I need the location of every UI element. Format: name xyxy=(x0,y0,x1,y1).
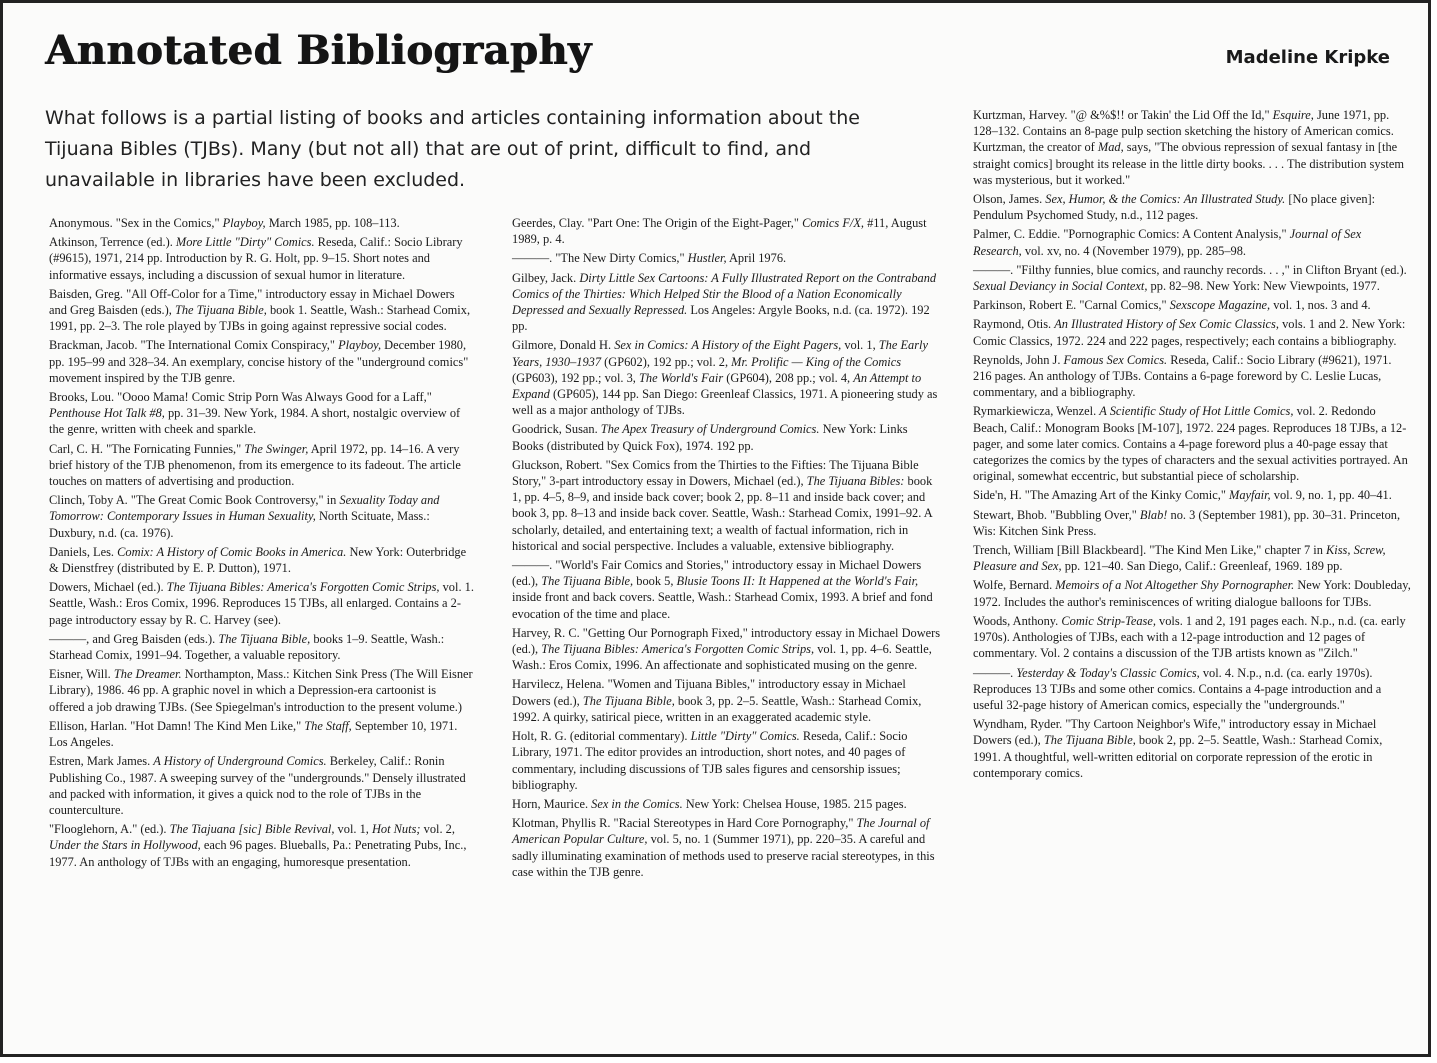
entry-title: Blusie Toons II: It Happened at the World's Fair, xyxy=(676,574,919,589)
entry-title: A History of Underground Comics. xyxy=(153,754,327,769)
entry-text: Northampton, Mass.: Kitchen Sink Press (The Will Eisner Library), 1986. 46 pp. A graphic novel in which a Depression-era cartoonist is offered a job drawing TJBs. (See Spiegelman's introduction to the present volume.) xyxy=(49,667,473,714)
entry-text: Olson, James. xyxy=(973,192,1046,207)
bibliography-entry xyxy=(973,507,1411,539)
entry-text: Reseda, Calif.: Socio Library (#9621), 1971. 216 pages. An anthology of TJBs. Contains a 6-page foreword by C. Leslie Lucas, commentary, and a bibliography. xyxy=(973,352,1392,400)
entry-text: Rymarkiewicza, Wenzel. xyxy=(973,404,1100,419)
bibliography-entry xyxy=(49,821,474,870)
bibliography-entry xyxy=(512,337,942,418)
entry-title: A Scientific Study of Hot Little Comics, xyxy=(1099,404,1294,419)
entry-text: Wolfe, Bernard. xyxy=(973,578,1056,593)
entry-title: Sexscope Magazine, xyxy=(1169,298,1271,313)
entry-text: Dowers, Michael (ed.). xyxy=(49,580,167,595)
entry-text: Horn, Maurice. xyxy=(512,796,592,811)
entry-text: Gilmore, Donald H. xyxy=(512,338,615,353)
bibliography-entry xyxy=(973,262,1411,294)
entry-text: September 10, 1971. Los Angeles. xyxy=(49,718,458,750)
entry-title: Sex in Comics: A History of the Eight Pagers, xyxy=(614,338,842,353)
entry-text: pp. 31–39. New York, 1984. A short, nostalgic overview of the genre, written with cheek and sparkle. xyxy=(49,406,461,437)
entry-text: Reseda, Calif.: Socio Library, 1971. The editor provides an introduction, short notes, and 40 pages of commentary, including discussions of TJB sales figures and censorship issues; bibliography. xyxy=(512,729,908,792)
entry-text: Stewart, Bhob. "Bubbling Over," xyxy=(973,507,1140,522)
entry-title: The Journal of American Popular Culture, xyxy=(512,816,930,847)
entry-text: vol. 1, nos. 3 and 4. xyxy=(1270,298,1371,313)
entry-text: June 1971, pp. 128–132. Contains an 8-page pulp section sketching the history of American comics. Kurtzman, the creator of xyxy=(973,108,1394,155)
entry-text: New York: Doubleday, 1972. Includes the author's reminiscences of writing dialogue balloons for TJBs. xyxy=(973,578,1411,609)
entry-title: Sex, Humor, & the Comics: An Illustrated Study. xyxy=(1045,192,1286,207)
bibliography-entry xyxy=(973,487,1411,503)
entry-title: The Apex Treasury of Underground Comics. xyxy=(600,422,820,437)
bibliography-entry xyxy=(973,107,1411,188)
entry-text: pp. 82–98. New York: New Viewpoints, 1977. xyxy=(1147,279,1380,294)
entry-text: Eisner, Will. xyxy=(49,667,114,682)
bibliography-entry xyxy=(512,625,942,674)
entry-text: ———, and Greg Baisden (eds.). xyxy=(49,631,219,646)
entry-text: ———. "World's Fair Comics and Stories," introductory essay in Michael Dowers (ed.), xyxy=(512,558,922,589)
entry-title: Famous Sex Comics. xyxy=(1063,352,1168,367)
bibliography-entry xyxy=(512,457,942,554)
entry-text: no. 3 (September 1981), pp. 30–31. Princeton, Wis: Kitchen Sink Press. xyxy=(973,507,1401,538)
entry-text: vol. xv, no. 4 (November 1979), pp. 285–98. xyxy=(1021,243,1247,258)
entry-text: book 3, pp. 2–5. Seattle, Wash.: Starhead Comix, 1992. A quirky, satirical piece, written in an exaggerated academic style. xyxy=(512,693,922,724)
bibliography-entry xyxy=(973,316,1411,348)
entry-text: each 96 pages. Blueballs, Pa.: Penetrating Pubs, Inc., 1977. An anthology of TJBs with an engaging, humoresque presentation. xyxy=(49,838,467,869)
entry-title: Dirty Little Sex Cartoons: A Fully Illustrated Report on the Contraband Comics of the Thirties: Which Helped Stir the Blood of a Nation Economically Depressed and Sexually Repressed. xyxy=(512,270,937,318)
entry-title: Yesterday & Today's Classic Comics, xyxy=(1016,665,1200,680)
entry-text: New York: Outerbridge & Dienstfrey (distributed by E. P. Dutton), 1971. xyxy=(49,544,467,576)
entry-title: The Dreamer. xyxy=(113,667,182,682)
entry-text: Baisden, Greg. "All Off-Color for a Time," introductory essay in Michael Dowers and Greg Baisden (eds.), xyxy=(49,286,455,318)
entry-text: books 1–9. Seattle, Wash.: Starhead Comix, 1991–94. Together, a valuable repository. xyxy=(49,631,445,663)
bibliography-entry xyxy=(973,665,1411,714)
entry-title: The Tiajuana [sic] Bible Revival, xyxy=(169,822,335,837)
entry-text: Atkinson, Terrence (ed.). xyxy=(49,235,176,250)
entry-text: vol. 5, no. 1 (Summer 1971), pp. 220–35. A careful and sadly illuminating examination of methods used to preserve racial stereotypes, in this case within the TJB genre. xyxy=(512,832,935,879)
entry-text: (GP603), 192 pp.; vol. 3, xyxy=(512,370,640,385)
entry-text: pp. 121–40. San Diego, Calif.: Greenleaf, 1969. 189 pp. xyxy=(1061,559,1343,574)
bibliography-entry xyxy=(973,577,1411,609)
entry-text: Brooks, Lou. "Oooo Mama! Comic Strip Porn Was Always Good for a Laff," xyxy=(49,390,432,405)
entry-text: Woods, Anthony. xyxy=(973,613,1062,628)
bibliography-column-1 xyxy=(49,215,474,873)
entry-text: December 1980, pp. 195–99 and 328–34. An exemplary, concise history of the "underground comics" movement inspired by the TJB genre. xyxy=(49,338,469,385)
entry-text: Ellison, Harlan. "Hot Damn! The Kind Men Like," xyxy=(49,718,305,733)
entry-text: inside front and back covers. Seattle, Wash.: Starhead Comix, 1993. A brief and fond evocation of the time and place. xyxy=(512,590,933,621)
entry-text: book 1, pp. 4–5, 8–9, and inside back cover; book 2, pp. 8–11 and inside back cover; and book 3, pp. 8–13 and inside back cover. Seattle, Wash.: Starhead Comix, 1991–92. A scholarly, detailed, and entertaining text; a wealth of factual information, rich in historical and social perspective. Includes a valuable, extensive bibliography. xyxy=(512,474,933,553)
entry-text: book 5, xyxy=(633,574,677,589)
entry-text: Klotman, Phyllis R. "Racial Stereotypes in Hard Core Pornography," xyxy=(512,816,857,831)
entry-text: Reynolds, John J. xyxy=(973,352,1064,367)
entry-text: vol. 4. N.p., n.d. (ca. early 1970s). Reproduces 13 TJBs and some other comics. Contains a 4-page introduction and a useful 32-page history of American comics, especially the "undergrounds." xyxy=(973,665,1382,712)
bibliography-entry xyxy=(49,579,474,628)
entry-text: vols. 1 and 2, 191 pages each. N.p., n.d. (ca. early 1970s). Anthologies of TJBs, each with a 12-page introduction and 12 pages of commentary. Vol. 2 contains a discussion of the TJB artists known as "Zilch." xyxy=(973,613,1406,661)
page-title: Annotated Bibliography xyxy=(45,27,592,74)
bibliography-entry xyxy=(49,441,474,490)
entry-title: Sex in the Comics. xyxy=(591,796,683,811)
entry-text: vol. 1. Seattle, Wash.: Eros Comix, 1996. Reproduces 15 TJBs, all enlarged. Contains a 2-page introductory essay by R. C. Harvey (see). xyxy=(49,580,474,627)
entry-text: vols. 1 and 2. New York: Comic Classics, 1972. 224 and 222 pages, respectively; each contains a bibliography. xyxy=(973,317,1406,348)
bibliography-column-3 xyxy=(973,107,1411,784)
entry-text: April 1976. xyxy=(726,251,787,266)
entry-title: An Illustrated History of Sex Comic Classics, xyxy=(1054,317,1279,332)
bibliography-entry xyxy=(512,270,942,335)
entry-text: Parkinson, Robert E. "Carnal Comics," xyxy=(973,298,1170,313)
bibliography-entry xyxy=(49,753,474,818)
bibliography-entry xyxy=(973,716,1411,781)
entry-title: Playboy, xyxy=(338,338,382,353)
entry-text: ———. "The New Dirty Comics," xyxy=(512,251,688,266)
entry-text: Raymond, Otis. xyxy=(973,317,1055,332)
entry-title: The Tijuana Bibles: xyxy=(806,474,905,489)
entry-text: vol. 1, xyxy=(334,822,372,837)
bibliography-entry xyxy=(49,234,474,283)
entry-title: Comix: A History of Comic Books in America. xyxy=(117,544,347,559)
entry-text: New York: Links Books (distributed by Quick Fox), 1974. 192 pp. xyxy=(512,422,908,453)
entry-text: Geerdes, Clay. "Part One: The Origin of the Eight-Pager," xyxy=(512,216,803,230)
bibliography-entry xyxy=(512,676,942,725)
bibliography-entry xyxy=(973,542,1411,574)
entry-text: "Flooglehorn, A." (ed.). xyxy=(49,822,170,837)
entry-title: Journal of Sex Research, xyxy=(973,227,1362,258)
entry-title: Sexuality Today and Tomorrow: Contemporary Issues in Human Sexuality, xyxy=(49,493,440,524)
bibliography-entry xyxy=(973,297,1411,313)
bibliography-entry xyxy=(512,796,942,812)
entry-title: Mad, xyxy=(1097,140,1124,155)
bibliography-column-2 xyxy=(512,215,942,883)
entry-title: Memoirs of a Not Altogether Shy Pornographer. xyxy=(1055,578,1295,593)
entry-text: Gilbey, Jack. xyxy=(512,270,580,285)
bibliography-entry xyxy=(973,191,1411,223)
bibliography-entry xyxy=(973,403,1411,484)
entry-text: vol. 1, pp. 4–6. Seattle, Wash.: Eros Comix, 1996. An affectionate and sophisticated musing on the genre. xyxy=(512,642,932,673)
entry-text: Clinch, Toby A. "The Great Comic Book Controversy," in xyxy=(49,493,340,508)
entry-title: The Tijuana Bibles: America's Forgotten Comic Strips, xyxy=(541,642,815,657)
entry-title: The Early Years, 1930–1937 xyxy=(512,338,928,369)
bibliography-entry xyxy=(973,613,1411,662)
entry-text: vol. 9, no. 1, pp. 40–41. xyxy=(1270,488,1392,503)
entry-title: The World's Fair xyxy=(639,370,724,385)
entry-title: An Attempt to Expand xyxy=(512,370,922,402)
entry-text: Wyndham, Ryder. "Thy Cartoon Neighbor's Wife," introductory essay in Michael Dowers (ed.), xyxy=(973,717,1377,748)
entry-text: (GP602), 192 pp.; vol. 2, xyxy=(601,354,732,369)
entry-text: Harvilecz, Helena. "Women and Tijuana Bibles," introductory essay in Michael Dowers (ed.), xyxy=(512,677,906,708)
author-name: Madeline Kripke xyxy=(1225,47,1390,68)
entry-title: Sexual Deviancy in Social Context, xyxy=(973,279,1148,294)
bibliography-entry xyxy=(49,666,474,715)
entry-text: Kurtzman, Harvey. "@ &%$!! or Takin' the Lid Off the Id," xyxy=(973,108,1273,122)
bibliography-entry xyxy=(49,286,474,335)
entry-text: vol. 2. Redondo Beach, Calif.: Monogram Books [M-107], 1972. 224 pages. Reproduces 18 TJBs, a 12-pager, and some later comics. Contains a 4-page foreword plus a 40-page essay that categorizes the comics by the types of characters and the sexual activities portrayed. An original, somewhat eccentric, but substantial piece of scholarship. xyxy=(973,404,1408,484)
entry-text: ———. "Filthy funnies, blue comics, and raunchy records. . . ," in Clifton Bryant (ed.). xyxy=(973,262,1407,277)
entry-text: Carl, C. H. "The Fornicating Funnies," xyxy=(49,441,245,456)
bibliography-entry xyxy=(512,815,942,880)
entry-title: The Tijuana Bible, xyxy=(1043,733,1136,748)
bibliography-entry xyxy=(49,718,474,750)
entry-text: Palmer, C. Eddie. "Pornographic Comics: A Content Analysis," xyxy=(973,227,1290,242)
bibliography-entry xyxy=(512,728,942,793)
entry-text: Trench, William [Bill Blackbeard]. "The Kind Men Like," chapter 7 in xyxy=(973,543,1327,558)
entry-title: Esquire, xyxy=(1272,108,1314,122)
entry-title: Penthouse Hot Talk #8, xyxy=(49,406,165,421)
entry-title: Little "Dirty" Comics. xyxy=(690,729,800,744)
bibliography-entry xyxy=(49,215,474,231)
entry-text: Los Angeles: Argyle Books, n.d. (ca. 1972). 192 pp. xyxy=(512,303,930,334)
bibliography-entry xyxy=(512,215,942,247)
entry-text: #11, August 1989, p. 4. xyxy=(512,216,927,247)
bibliography-entry xyxy=(973,226,1411,258)
entry-title: Under the Stars in Hollywood, xyxy=(49,838,201,853)
entry-title: The Tijuana Bibles: America's Forgotten Comic Strips, xyxy=(166,580,440,595)
entry-title: Comics F/X, xyxy=(802,216,865,230)
bibliography-entry xyxy=(512,421,942,453)
entry-title: Blab! xyxy=(1139,507,1168,522)
entry-text: Side'n, H. "The Amazing Art of the Kinky Comic," xyxy=(973,488,1229,503)
entry-title: Mr. Prolific — King of the Comics xyxy=(731,354,902,369)
entry-text: New York: Chelsea House, 1985. 215 pages. xyxy=(682,796,907,811)
entry-text: North Scituate, Mass.: Duxbury, n.d. (ca. 1976). xyxy=(49,509,430,540)
entry-text: Berkeley, Calif.: Ronin Publishing Co., 1987. A sweeping survey of the "undergrounds." Densely illustrated and packed with information, it gives a quick nod to the role of TJBs in the counterculture. xyxy=(49,754,466,817)
bibliography-entry xyxy=(512,250,942,266)
entry-text: vol. 2, xyxy=(420,822,455,837)
entry-text: Gluckson, Robert. "Sex Comics from the Thirties to the Fifties: The Tijuana Bible Story," 3-part introductory essay in Dowers, Michael (ed.), xyxy=(512,457,919,489)
entry-title: Hot Nuts; xyxy=(371,822,421,837)
bibliography-entry xyxy=(49,544,474,576)
entry-text: April 1972, pp. 14–16. A very brief history of the TJB phenomenon, from its emergence to its fadeout. The article touches on matters of advertising and production. xyxy=(49,441,461,489)
entry-text: (GP604), 208 pp.; vol. 4, xyxy=(723,370,854,385)
entry-title: The Tijuana Bible, xyxy=(218,631,311,646)
entry-text: book 2, pp. 2–5. Seattle, Wash.: Starhead Comix, 1991. A thoughtful, well-written editorial on corporate repression of the erotic in contemporary comics. xyxy=(973,733,1383,780)
entry-title: Mayfair, xyxy=(1229,488,1271,503)
bibliography-entry xyxy=(49,337,474,386)
entry-text: Holt, R. G. (editorial commentary). xyxy=(512,729,691,744)
entry-text: Estren, Mark James. xyxy=(49,754,154,769)
entry-text: book 1. Seattle, Wash.: Starhead Comix, 1991, pp. 2–3. The role played by TJBs in going against repressive social codes. xyxy=(49,303,471,334)
entry-text: Reseda, Calif.: Socio Library (#9615), 1971, 214 pp. Introduction by R. G. Holt, pp. 9–15. Short notes and informative essays, including a discussion of sexual humor in literature. xyxy=(49,235,463,282)
entry-title: The Swinger, xyxy=(244,441,309,456)
entry-title: Comic Strip-Tease, xyxy=(1061,613,1156,628)
entry-title: More Little "Dirty" Comics. xyxy=(175,235,315,250)
entry-title: The Tijuana Bible, xyxy=(582,693,675,708)
entry-text: [No place given]: Pendulum Psychomed Study, n.d., 112 pages. xyxy=(973,192,1376,223)
bibliography-entry xyxy=(49,389,474,438)
bibliography-entry xyxy=(512,557,942,622)
entry-text: Brackman, Jacob. "The International Comix Conspiracy," xyxy=(49,338,339,353)
entry-title: The Tijuana Bible, xyxy=(541,574,634,589)
entry-text: Daniels, Les. xyxy=(49,544,118,559)
entry-text: (GP605), 144 pp. San Diego: Greenleaf Classics, 1971. A pioneering study as well as a major anthology of TJBs. xyxy=(512,387,938,418)
entry-text: Goodrick, Susan. xyxy=(512,422,601,437)
entry-text: says, "The obvious repression of sexual fantasy in [the straight comics] brought its release in the little dirty books. . . . The distribution system was mysterious, but it worked." xyxy=(973,140,1404,187)
entry-title: Kiss, Screw, Pleasure and Sex, xyxy=(973,543,1386,574)
intro-paragraph: What follows is a partial listing of books and articles containing information about the Tijuana Bibles (TJBs). Many (but not all) that are out of print, difficult to find, and unavailable in libraries have been excluded. xyxy=(45,107,860,191)
entry-text: ———. xyxy=(973,665,1017,680)
entry-text: vol. 1, xyxy=(841,338,879,353)
entry-text: Anonymous. "Sex in the Comics," xyxy=(49,216,223,230)
entry-text: Harvey, R. C. "Getting Our Pornograph Fixed," introductory essay in Michael Dowers (ed.), xyxy=(512,625,941,657)
entry-text: March 1985, pp. 108–113. xyxy=(265,216,400,230)
bibliography-entry xyxy=(49,631,474,663)
bibliography-entry xyxy=(973,352,1411,401)
entry-title: Hustler, xyxy=(687,251,727,266)
entry-title: Playboy, xyxy=(222,216,266,230)
entry-title: The Tijuana Bible, xyxy=(174,303,267,318)
bibliography-entry xyxy=(49,492,474,541)
entry-title: The Staff, xyxy=(304,718,352,733)
